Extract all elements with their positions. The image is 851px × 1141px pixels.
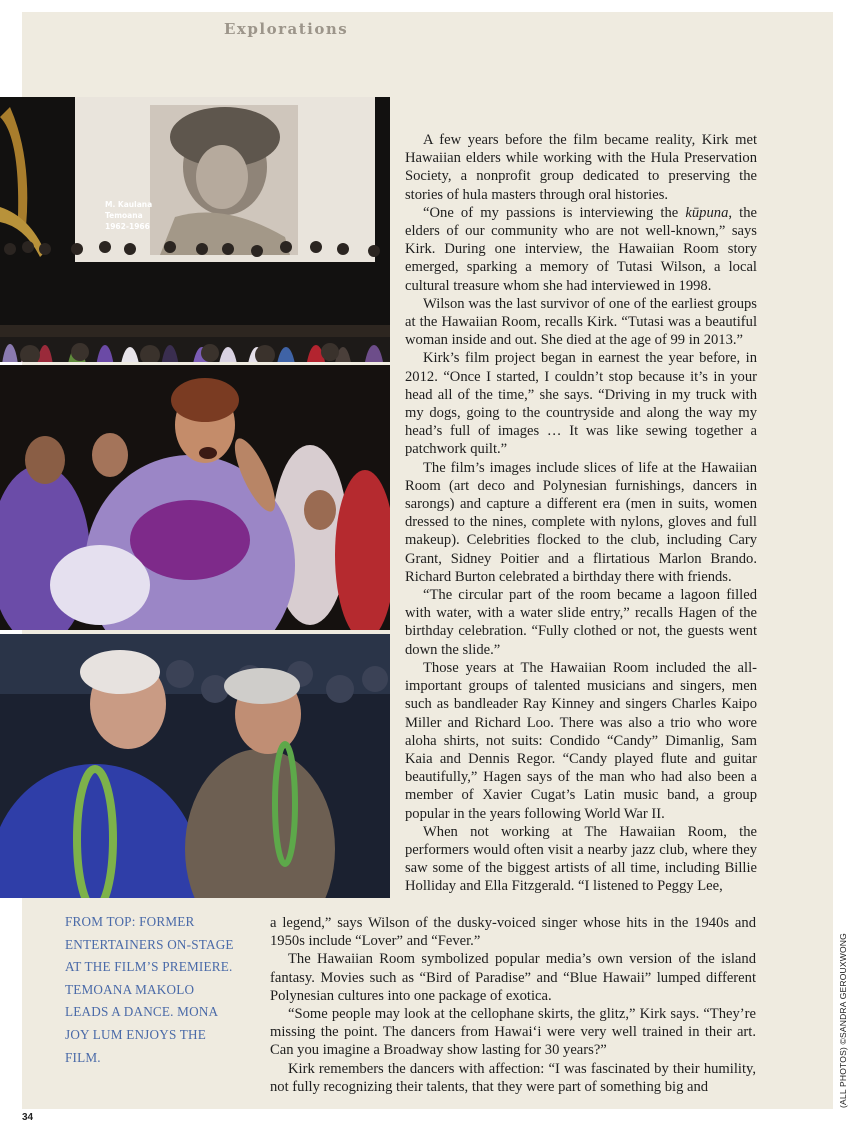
section-title: Explorations: [224, 20, 349, 38]
paragraph-7: Those years at The Hawaiian Room included the all-important groups of talented musicians and singers, men such as bandleader Ray Kinney and singers Charles Kaipo Miller and Richard Loo. There was also a trio who wore aloha shirts, not suits: Condido “Candy” Dimanlig, Sam Kaia and Dennis Regor. “Candy played flute and guitar beautifully,” Hagen says of the man who had also been a member of Xavier Cugat’s Latin music band, a group popular in the years following World War II.: [405, 659, 757, 822]
paragraph-2: [405, 204, 757, 295]
paragraph-2-tail-a: , the elders: [405, 204, 757, 240]
screen-caption-line-3: 1962-1966: [105, 222, 150, 231]
page-number: 34: [22, 1112, 34, 1123]
audience-image: [0, 634, 390, 898]
photo-audience: [0, 634, 390, 898]
photo-dance: [0, 365, 390, 630]
screen-caption-line-1: M. Kaulana: [105, 200, 153, 209]
paragraph-2-tail-b: of our community who are not well-known,” says Kirk. During one interview, the Hawaiian Room story emerged, sparking a memory of Tutasi Wilson, a local cultural treasure whom she had interviewed in 1998.: [405, 223, 757, 294]
paragraph-3: Wilson was the last survivor of one of the earliest groups at the Hawaiian Room, recalls Kirk. “Tutasi was a beautiful woman inside and out. She died at the age of 99 in 2013.”: [405, 295, 757, 349]
dance-image: [0, 365, 390, 630]
stage-image: [0, 97, 390, 362]
paragraph-2-kupuna: kūpuna: [685, 204, 729, 221]
paragraph-9: The Hawaiian Room symbolized popular media’s own version of the island fantasy. Movies such as “Bird of Paradise” and “Blue Hawaii” lumped different Polynesian cultures into one package of exotica.: [270, 951, 756, 1004]
paragraph-11: Kirk remembers the dancers with affection: “I was fascinated by their humility, not fully recognizing their talents, that they were part of something big and: [270, 1060, 756, 1095]
photo-caption: FROM TOP: FORMER ENTERTAINERS ON-STAGE AT THE FILM’S PREMIERE. TEMOANA MAKOLO LEADS A DANCE. MONA JOY LUM ENJOYS THE FILM.: [65, 914, 234, 1065]
paragraph-5: The film’s images include slices of life at the Hawaiian Room (art deco and Polynesian furnishings, dancers in sarongs) and capture a different era (men in suits, women dressed to the nines, complete with nylons, gloves and full makeup). Celebrities flocked to the club, including Cary Grant, Sidney Poitier and a flirtatious Marlon Brando. Richard Burton celebrated a birthday there with friends.: [405, 459, 757, 585]
photo-credit: (ALL PHOTOS) ©SANDRA GEROUXWONG: [838, 933, 848, 1108]
screen-caption-line-2: Temoana: [105, 211, 143, 220]
paragraph-4: Kirk’s film project began in earnest the year before, in 2012. “Once I started, I couldn’t stop because it’s in your head all of the time,” she says. “Driving in my truck with my dogs, going to the countryside and along the way my head’s full of images … It was like sewing together a patchwork quilt.”: [405, 350, 757, 458]
paragraph-8: When not working at The Hawaiian Room, the performers would often visit a nearby jazz club, where they saw some of the biggest artists of all time, including Billie Holliday and Ella Fitzgerald. “I listened to Peggy Lee,: [405, 823, 757, 895]
paragraph-6: “The circular part of the room became a lagoon filled with water, with a water slide entry,” recalls Hagen of the birthday celebration. “Fully clothed or not, the guests went down the slide.”: [405, 587, 757, 658]
paragraph-2-lead: “One of my passions is interviewing the: [423, 204, 686, 221]
article-column-bottom: [270, 914, 756, 1096]
article-column-right: [405, 131, 757, 896]
photo-stage-premiere: [0, 97, 390, 362]
paragraph-10: “Some people may look at the cellophane skirts, the glitz,” Kirk says. “They’re missing the point. The dancers from Hawai‘i were very well trained in their art. Can you imagine a Broadway show lasting for 30 years?”: [270, 1006, 756, 1059]
paragraph-8-continued: a legend,” says Wilson of the dusky-voiced singer whose hits in the 1940s and 1950s include “Lover” and “Fever.”: [270, 915, 756, 950]
paragraph-1: A few years before the film became reality, Kirk met Hawaiian elders while working with the Hula Preservation Society, a nonprofit group dedicated to preserving the stories of hula masters through oral histories.: [405, 132, 757, 203]
